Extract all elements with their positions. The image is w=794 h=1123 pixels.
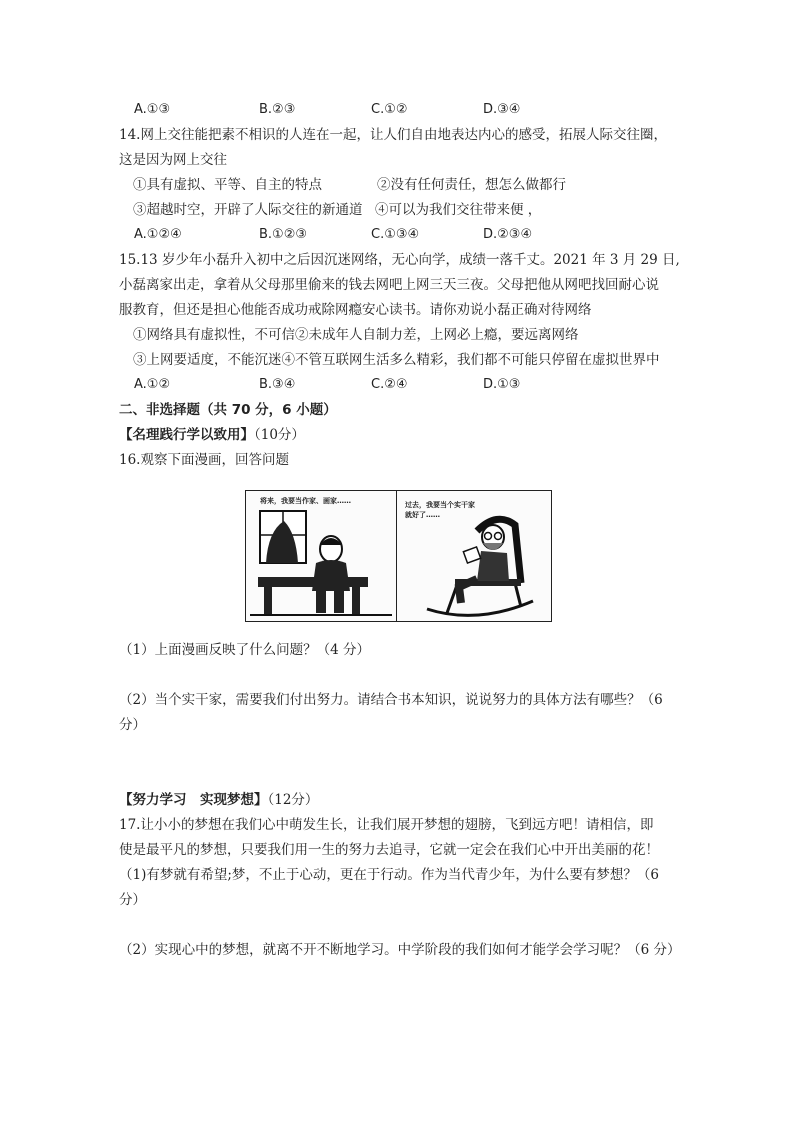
q17-stem-line1: 17.让小小的梦想在我们心中萌发生长，让我们展开梦想的翅膀，飞到远方吧！请相信，即 bbox=[119, 817, 654, 833]
part2-heading bbox=[119, 791, 318, 809]
part1-score: （10分） bbox=[254, 427, 305, 443]
q16-stem: 16.观察下面漫画，回答问题 bbox=[119, 452, 289, 468]
part1-title: 【名理践行学以致用】 bbox=[119, 427, 254, 443]
q14-item-2: ②没有任何责任，想怎么做都行 bbox=[377, 177, 566, 193]
q14-option-b: B.①②③ bbox=[259, 227, 308, 242]
q14-stem-line1: 14.网上交往能把素不相识的人连在一起，让人们自由地表达内心的感受，拓展人际交往圈， bbox=[119, 127, 667, 143]
q15-option-b: B.③④ bbox=[259, 377, 296, 392]
q14-item-1: ①具有虚拟、平等、自主的特点 bbox=[133, 177, 322, 193]
comic-left-speech: 将来，我要当作家、画家…… bbox=[260, 497, 351, 505]
comic-right-speech-line2: 就好了…… bbox=[405, 511, 440, 519]
comic-panel-right bbox=[397, 491, 551, 621]
part2-score: （12分） bbox=[267, 792, 319, 808]
q14-option-d: D.②③④ bbox=[483, 227, 533, 242]
q15-stem-line1: 15.13 岁少年小磊升入初中之后因沉迷网络，无心向学，成绩一落千丈。2021 年 3 月 29 日, bbox=[119, 252, 680, 268]
q14-option-c: C.①③④ bbox=[371, 227, 420, 242]
q17-stem-line2: 使是最平凡的梦想，只要我们用一生的努力去追寻，它就一定会在我们心中开出美丽的花！ bbox=[119, 842, 659, 858]
q13-option-c: C.①② bbox=[371, 102, 408, 117]
q13-option-b: B.②③ bbox=[259, 102, 296, 117]
q13-option-a: A.①③ bbox=[134, 102, 171, 117]
q15-option-a: A.①② bbox=[134, 377, 171, 392]
q15-stem-line3: 服教育，但还是担心他能否成功戒除网瘾安心读书。请你劝说小磊正确对待网络 bbox=[119, 302, 592, 318]
comic-panel-left bbox=[246, 491, 397, 621]
comic-right-speech-line1: 过去，我要当个实干家 bbox=[405, 501, 475, 509]
q17-sub1-line2: 分） bbox=[119, 892, 146, 908]
q17-sub2: （2）实现心中的梦想，就离不开不断地学习。中学阶段的我们如何才能学会学习呢？（6 分） bbox=[119, 942, 681, 958]
q14-option-a: A.①②④ bbox=[134, 227, 182, 242]
q17-sub1-line1: （1)有梦就有希望;梦，不止于心动，更在于行动。作为当代青少年，为什么要有梦想？（6 bbox=[119, 867, 659, 883]
section-heading: 二、非选择题（共 70 分，6 小题） bbox=[119, 402, 337, 418]
part2-title: 【努力学习 实现梦想】 bbox=[119, 792, 268, 808]
q15-option-c: C.②④ bbox=[371, 377, 408, 392]
q14-item-3: ③超越时空，开辟了人际交往的新通道 bbox=[133, 202, 363, 218]
q16-sub2-line1: （2）当个实干家，需要我们付出努力。请结合书本知识，说说努力的具体方法有哪些？（6 bbox=[119, 692, 663, 708]
q15-items-line1: ①网络具有虚拟性，不可信②未成年人自制力差，上网必上瘾，要远离网络 bbox=[133, 327, 579, 343]
q14-item-4: ④可以为我们交往带来便 ， bbox=[375, 202, 542, 218]
part1-heading bbox=[119, 426, 305, 444]
q16-sub1: （1）上面漫画反映了什么问题？（4 分） bbox=[119, 642, 370, 658]
q16-sub2-line2: 分） bbox=[119, 717, 146, 733]
q15-option-d: D.①③ bbox=[483, 377, 521, 392]
young-man-at-desk-drawing bbox=[246, 491, 396, 621]
q13-option-d: D.③④ bbox=[483, 102, 521, 117]
old-man-rocking-chair-drawing bbox=[397, 491, 551, 621]
q15-items-line2: ③上网要适度，不能沉迷④不管互联网生活多么精彩，我们都不可能只停留在虚拟世界中 bbox=[133, 352, 660, 368]
q15-stem-line2: 小磊离家出走，拿着从父母那里偷来的钱去网吧上网三天三夜。父母把他从网吧找回耐心说 bbox=[119, 277, 659, 293]
q14-stem-line2: 这是因为网上交往 bbox=[119, 152, 227, 168]
comic-illustration bbox=[245, 490, 552, 622]
